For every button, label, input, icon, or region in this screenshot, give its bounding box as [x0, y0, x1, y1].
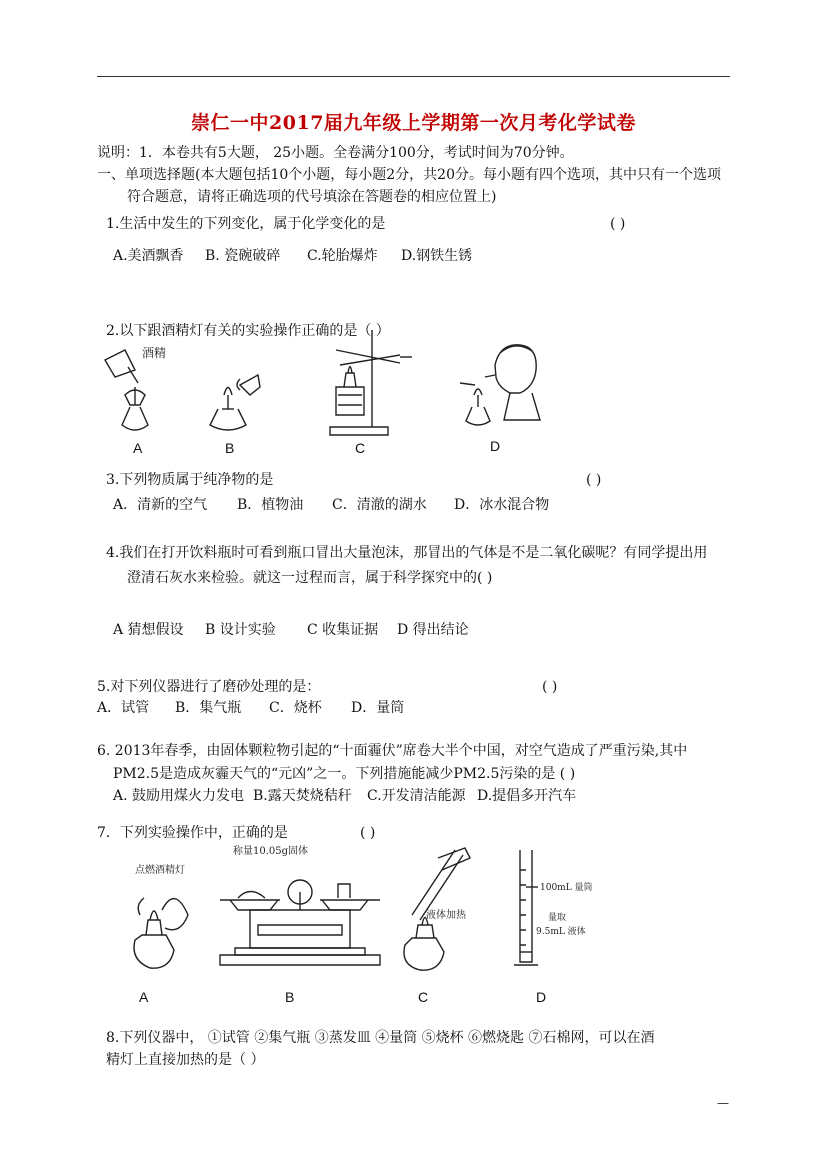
q5-stem: 5.对下列仪器进行了磨砂处理的是： — [97, 679, 321, 695]
q2-stem: 2.以下跟酒精灯有关的实验操作正确的是（ ） — [106, 323, 390, 339]
q2-label-b: B — [225, 440, 235, 456]
q5-option-d: D．量筒 — [351, 700, 405, 716]
q2-fig-text: 酒精 — [142, 346, 167, 360]
header-rule — [97, 76, 730, 77]
page-mark: — — [717, 1096, 729, 1110]
q1-stem: 1.生活中发生的下列变化，属于化学变化的是 — [106, 216, 386, 232]
q6-option-c: C.开发清洁能源 — [367, 788, 466, 804]
q7-fig-text-a: 点燃酒精灯 — [135, 865, 185, 876]
q7-blank: ( ) — [360, 825, 376, 841]
q7-label-c: C — [418, 989, 429, 1005]
q4-option-d: D 得出结论 — [397, 622, 469, 638]
q7-fig-text-c: 液体加热 — [426, 910, 466, 921]
q2-figure — [100, 325, 540, 460]
q6-option-a: A. 鼓励用煤火力发电 — [113, 788, 245, 804]
q3-option-c: C．清澈的湖水 — [332, 497, 427, 513]
exam-title: 崇仁一中2017届九年级上学期第一次月考化学试卷 — [191, 112, 636, 134]
q2-label-a: A — [133, 440, 143, 456]
q6-option-d: D.提倡多开汽车 — [477, 788, 577, 804]
q3-stem: 3.下列物质属于纯净物的是 — [106, 472, 274, 488]
q1-option-d: D.钢铁生锈 — [401, 248, 473, 264]
q6-options — [113, 785, 576, 807]
q6-stem: 6. 2013年春季，由固体颗粒物引起的“十面霾伏”席卷大半个中国，对空气造成了严重污染,其中 — [97, 743, 688, 759]
q4-options — [113, 619, 469, 641]
q3-option-d: D．冰水混合物 — [454, 497, 550, 513]
q7-fig-b-balance-icon — [220, 880, 380, 965]
instructions: 说明：1．本卷共有5大题， 25小题。全卷满分100分，考试时间为70分钟。 — [97, 145, 574, 161]
q5-options — [97, 697, 404, 719]
q8-stem: 8.下列仪器中， ①试管 ②集气瓶 ③蒸发皿 ④量筒 ⑤烧杯 ⑥燃烧匙 ⑦石棉网，可以在酒 — [106, 1030, 655, 1046]
q6-stem-cont: PM2.5是造成灰霾天气的“元凶”之一。下列措施能减少PM2.5污染的是 ( ) — [113, 766, 576, 782]
q8-stem-cont: 精灯上直接加热的是（ ） — [106, 1052, 265, 1068]
q1-blank: ( ) — [610, 216, 626, 232]
q4-stem-cont: 澄清石灰水来检验。就这一过程而言，属于科学探究中的( ) — [127, 570, 493, 586]
q6-option-b: B.露天焚烧秸秆 — [253, 788, 352, 804]
q7-fig-text-d3: 9.5mL 液体 — [536, 927, 586, 937]
section1-heading: 一、单项选择题(本大题包括10个小题，每小题2分，共20分。每小题有四个选项，其中只有一个选项 — [97, 167, 721, 183]
q7-stem: 7．下列实验操作中，正确的是 — [97, 825, 288, 841]
q1-option-b: B. 瓷碗破碎 — [205, 248, 281, 264]
q5-blank: ( ) — [542, 679, 558, 695]
q2-fig-d-person-icon — [460, 345, 540, 425]
q4-option-a: A 猜想假设 — [113, 622, 184, 638]
q7-fig-text-d2: 量取 — [548, 913, 567, 923]
q3-options — [113, 494, 549, 516]
q7-fig-text-d1: 100mL 量筒 — [540, 883, 593, 893]
q1-option-c: C.轮胎爆炸 — [307, 248, 378, 264]
q2-fig-a-pouring-icon — [105, 350, 148, 430]
q2-label-c: C — [355, 440, 366, 456]
q7-fig-text-b: 称量10.05g固体 — [233, 846, 309, 857]
q5-option-a: A．试管 — [97, 700, 150, 716]
q7-figure — [120, 840, 593, 980]
q2-label-d: D — [490, 438, 501, 454]
q4-stem: 4.我们在打开饮料瓶时可看到瓶口冒出大量泡沫，那冒出的气体是不是二氧化碳呢？有同学提出用 — [106, 545, 708, 561]
q2-fig-c-stand-icon — [330, 330, 412, 435]
q2-fig-b-lamp-icon — [210, 375, 260, 430]
q7-label-d: D — [536, 989, 547, 1005]
q1-options — [113, 245, 472, 267]
q7-fig-d-cylinder-icon — [514, 850, 538, 965]
q3-option-a: A．清新的空气 — [113, 497, 208, 513]
q5-option-c: C．烧杯 — [269, 700, 322, 716]
q4-option-c: C 收集证据 — [307, 622, 379, 638]
q4-option-b: B 设计实验 — [205, 622, 276, 638]
q7-fig-a-lamp-icon — [134, 898, 188, 968]
q7-label-a: A — [139, 989, 149, 1005]
q3-blank: ( ) — [586, 472, 602, 488]
q5-option-b: B．集气瓶 — [175, 700, 242, 716]
q3-option-b: B．植物油 — [237, 497, 304, 513]
section1-heading-cont: 符合题意，请将正确选项的代号填涂在答题卷的相应位置上) — [127, 189, 497, 205]
q7-label-b: B — [285, 989, 295, 1005]
q1-option-a: A.美酒飘香 — [113, 248, 184, 264]
